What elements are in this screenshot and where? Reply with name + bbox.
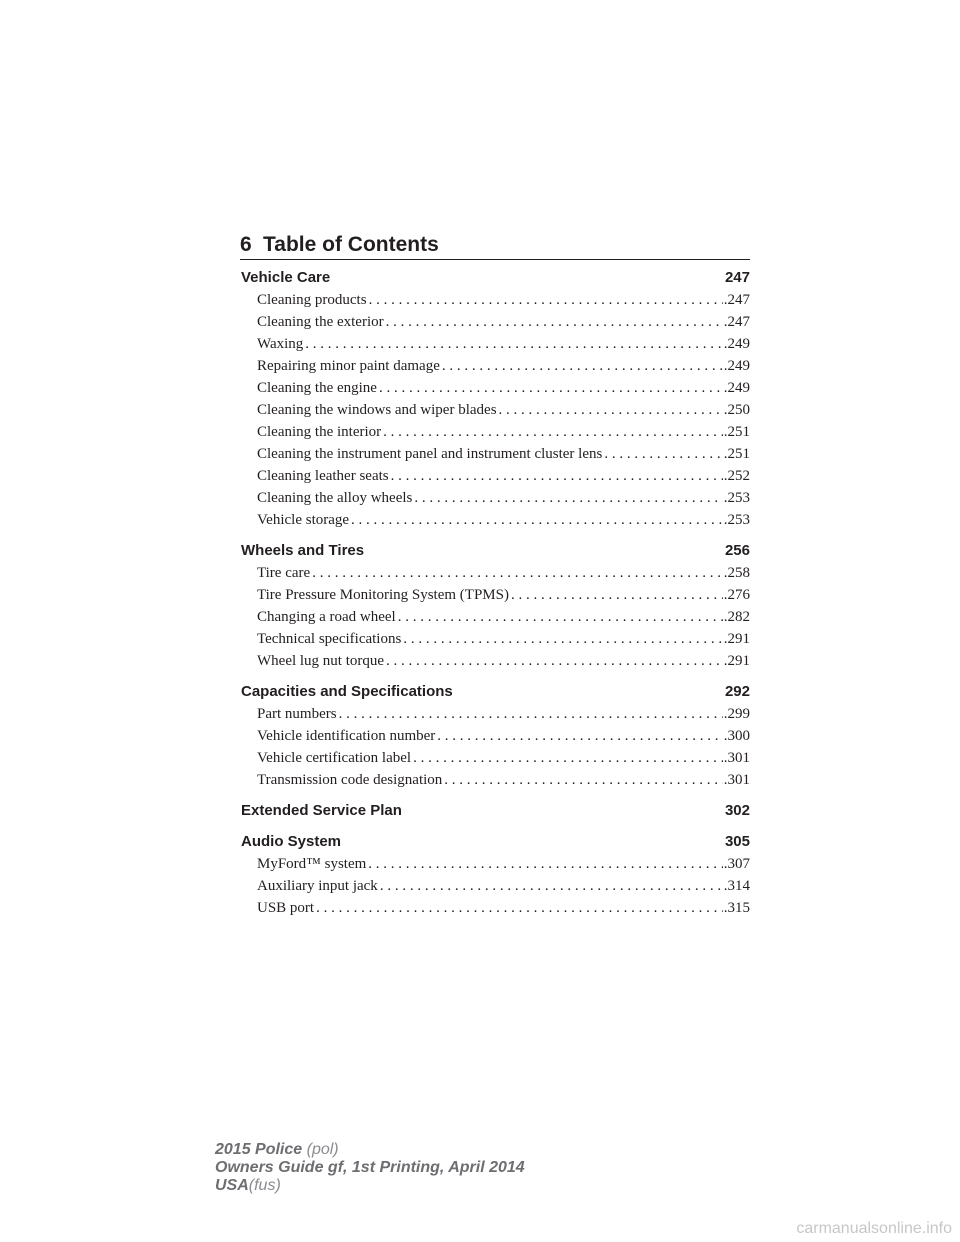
dot-leader: [386, 650, 723, 672]
page-header: [240, 229, 750, 260]
toc-entry[interactable]: [241, 769, 750, 791]
dot-leader: [380, 875, 723, 897]
entry-page: .282: [723, 609, 750, 625]
page-title: Table of Contents: [263, 233, 439, 256]
section-page: 302: [724, 802, 750, 819]
footer-market: USA: [215, 1177, 249, 1194]
section-title: Extended Service Plan: [241, 802, 402, 819]
section-page: 305: [724, 833, 750, 850]
entry-label: Cleaning the instrument panel and instrument cluster lens: [257, 446, 603, 462]
entry-page: .247: [723, 292, 750, 308]
toc-entry[interactable]: [241, 562, 750, 584]
dot-leader: [413, 747, 723, 769]
dot-leader: [312, 562, 723, 584]
entry-label: Technical specifications: [257, 631, 402, 647]
entry-label: Changing a road wheel: [257, 609, 396, 625]
footer-market-code: (fus): [248, 1177, 281, 1194]
dot-leader: [383, 421, 723, 443]
entry-label: Repairing minor paint damage: [257, 358, 440, 374]
toc-entry[interactable]: [241, 377, 750, 399]
entry-page: .291: [723, 631, 750, 647]
toc-section: [241, 681, 750, 791]
dot-leader: [414, 487, 722, 509]
entry-label: Auxiliary input jack: [257, 878, 378, 894]
toc-section: [241, 540, 750, 672]
entry-page: .252: [723, 468, 750, 484]
toc-section: [241, 267, 750, 531]
dot-leader: [604, 443, 722, 465]
dot-leader: [305, 333, 722, 355]
entry-page: .315: [723, 900, 750, 916]
entry-page: .249: [723, 380, 750, 396]
toc-entry[interactable]: [241, 875, 750, 897]
entry-page: .301: [723, 772, 750, 788]
section-heading[interactable]: [241, 831, 750, 853]
entry-page: .299: [723, 706, 750, 722]
watermark: carmanualsonline.info: [796, 1220, 952, 1237]
toc-entry[interactable]: [241, 747, 750, 769]
entry-page: .253: [723, 490, 750, 506]
dot-leader: [339, 703, 723, 725]
entry-page: .301: [723, 750, 750, 766]
footer-model: 2015 Police: [215, 1141, 303, 1158]
dot-leader: [403, 628, 722, 650]
dot-leader: [499, 399, 723, 421]
entry-label: Tire care: [257, 565, 311, 581]
entry-label: Tire Pressure Monitoring System (TPMS): [257, 587, 509, 603]
toc-entry[interactable]: [241, 421, 750, 443]
entry-page: .251: [723, 446, 750, 462]
toc-entry[interactable]: [241, 443, 750, 465]
toc-section: [241, 800, 750, 822]
entry-page: .253: [723, 512, 750, 528]
toc-entry[interactable]: [241, 897, 750, 919]
section-page: 247: [724, 269, 750, 286]
toc-entry[interactable]: [241, 311, 750, 333]
toc-entry[interactable]: [241, 628, 750, 650]
section-title: Audio System: [241, 833, 342, 850]
entry-label: Cleaning the windows and wiper blades: [257, 402, 497, 418]
toc-entry[interactable]: [241, 853, 750, 875]
section-title: Capacities and Specifications: [241, 683, 453, 700]
entry-label: USB port: [257, 900, 315, 916]
section-title: Vehicle Care: [241, 269, 331, 286]
entry-label: Vehicle identification number: [257, 728, 436, 744]
dot-leader: [386, 311, 723, 333]
entry-page: .250: [723, 402, 750, 418]
footer: [215, 1141, 525, 1195]
dot-leader: [369, 289, 723, 311]
dot-leader: [444, 769, 722, 791]
section-heading[interactable]: [241, 681, 750, 703]
toc-entry[interactable]: [241, 509, 750, 531]
toc-entry[interactable]: [241, 465, 750, 487]
toc-entry[interactable]: [241, 725, 750, 747]
entry-page: .314: [723, 878, 750, 894]
entry-page: .249: [723, 358, 750, 374]
dot-leader: [316, 897, 723, 919]
footer-guide-info: Owners Guide gf, 1st Printing, April 2014: [215, 1159, 525, 1176]
entry-page: .291: [723, 653, 750, 669]
entry-page: .300: [723, 728, 750, 744]
toc-entry[interactable]: [241, 584, 750, 606]
toc-entry[interactable]: [241, 399, 750, 421]
dot-leader: [398, 606, 723, 628]
dot-leader: [391, 465, 723, 487]
entry-label: Cleaning leather seats: [257, 468, 389, 484]
entry-label: Vehicle storage: [257, 512, 350, 528]
entry-page: .247: [723, 314, 750, 330]
section-page: 256: [724, 542, 750, 559]
table-of-contents: [241, 267, 750, 928]
entry-label: Cleaning products: [257, 292, 367, 308]
toc-entry[interactable]: [241, 650, 750, 672]
footer-model-code: (pol): [306, 1141, 339, 1158]
entry-label: Cleaning the engine: [257, 380, 377, 396]
entry-label: Wheel lug nut torque: [257, 653, 385, 669]
entry-label: Part numbers: [257, 706, 337, 722]
entry-page: .251: [723, 424, 750, 440]
entry-label: Vehicle certification label: [257, 750, 412, 766]
entry-label: Waxing: [257, 336, 304, 352]
toc-entry[interactable]: [241, 333, 750, 355]
dot-leader: [379, 377, 723, 399]
entry-label: Cleaning the interior: [257, 424, 382, 440]
entry-page: .276: [723, 587, 750, 603]
section-title: Wheels and Tires: [241, 542, 365, 559]
toc-entry[interactable]: [241, 289, 750, 311]
entry-label: Transmission code designation: [257, 772, 443, 788]
toc-entry[interactable]: [241, 487, 750, 509]
dot-leader: [368, 853, 722, 875]
toc-entry[interactable]: [241, 355, 750, 377]
toc-entry[interactable]: [241, 703, 750, 725]
toc-section: [241, 831, 750, 919]
dot-leader: [511, 584, 723, 606]
section-heading[interactable]: [241, 800, 750, 822]
entry-page: .258: [723, 565, 750, 581]
section-heading[interactable]: [241, 267, 750, 289]
entry-label: Cleaning the alloy wheels: [257, 490, 413, 506]
dot-leader: [351, 509, 723, 531]
entry-page: .249: [723, 336, 750, 352]
entry-label: MyFord™ system: [257, 856, 367, 872]
entry-label: Cleaning the exterior: [257, 314, 384, 330]
dot-leader: [442, 355, 723, 377]
page-number: 6: [240, 233, 252, 256]
section-heading[interactable]: [241, 540, 750, 562]
entry-page: .307: [723, 856, 750, 872]
section-page: 292: [724, 683, 750, 700]
dot-leader: [437, 725, 722, 747]
toc-entry[interactable]: [241, 606, 750, 628]
